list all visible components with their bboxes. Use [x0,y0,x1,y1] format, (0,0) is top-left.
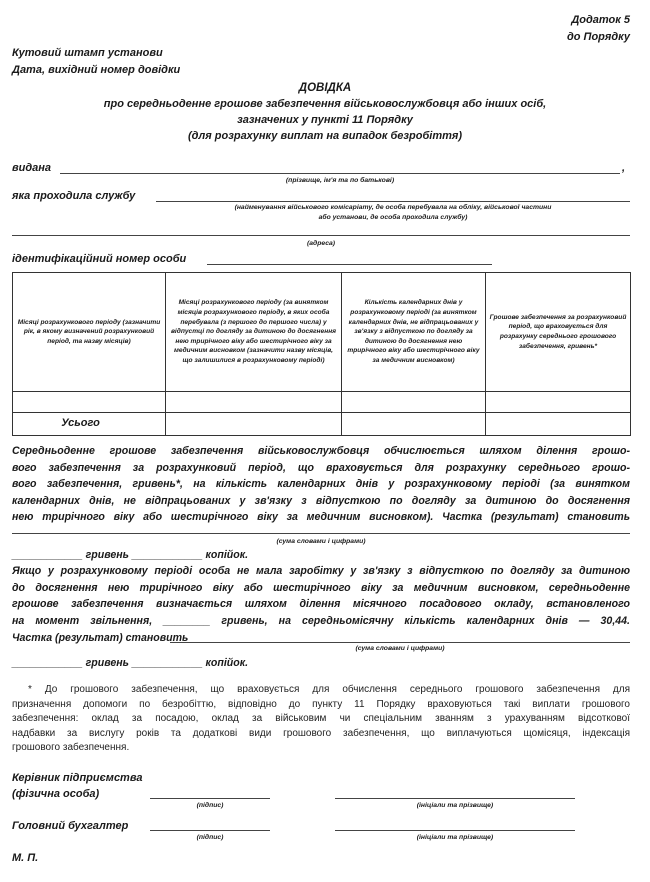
table-header-row [13,273,631,392]
annex-reference: до Порядку [566,31,630,43]
table-cell[interactable] [166,392,342,413]
accountant-signature-hint: (підпис) [196,834,224,841]
document-subtitle-1: про середньоденне грошове забезпечення військовослужбовця або інших осіб, [103,98,547,110]
footnote-line: надбавки за вислугу років та додаткові види грошового забезпечення, що виплачуються щомісяця, індексація [12,727,630,739]
paragraph-line: вого забезпечення за розрахунковий період, що враховується для розрахунку середнього грошо- [12,461,630,474]
service-place-hint-2: або установи, де особа проходила службу) [318,214,468,221]
service-place-hint-1: (найменування військового комісаріату, де особа перебувала на обліку, військової частини [234,204,552,211]
paragraph-line: Середньоденне грошове забезпечення військовослужбовця обчислюється шляхом ділення грошо- [12,445,630,457]
accountant-name-field[interactable] [335,830,575,831]
table-cell[interactable] [486,413,631,436]
header-months-excluding-leave: Місяці розрахункового періоду (за винятком місяців розрахункового періоду, в яких особа перебувала (з першого до першого числа) у відпустці по догляду за дитиною до досягнення нею трирічного віку або шестирічного віку за медичним висновком (зазначити назву місяців, що залишилися в розрахунковому періоді) [166,273,342,392]
certificate-date-number-label: Дата, вихідний номер довідки [12,64,181,76]
id-number-field[interactable] [207,264,492,265]
header-months: Місяці розрахункового періоду (зазначити рік, в якому визначений розрахунковий період, та назву місяців) [13,273,166,392]
issued-to-field[interactable] [60,173,620,174]
calculation-table [12,272,631,436]
annex-number: Додаток 5 [571,14,630,26]
amount-words-hint-1: (сума словами і цифрами) [276,538,366,545]
table-cell[interactable] [342,413,486,436]
amount-words-hint-2: (сума словами і цифрами) [355,645,445,652]
footnote [12,683,630,756]
stamp-label: Кутовий штамп установи [12,47,163,59]
paragraph-line: грошове забезпечення визначається шляхом ділення місячного посадового окладу, встановленого [12,598,630,610]
paragraph-line: до досягнення нею трирічного віку або шестирічного віку за медичним висновком, середньоденне [12,581,630,594]
document-title: ДОВІДКА [298,82,352,94]
footnote-line: * До грошового забезпечення, що враховується для обчислення середнього грошового забезпечення для [28,684,630,695]
paragraph-no-earnings [12,563,630,629]
head-name-hint: (ініціали та прізвище) [416,802,494,809]
footnote-line: грошового забезпечення. [12,742,130,753]
seal-label: М. П. [12,852,39,864]
footnote-line: призначення допомоги по безробіттю, відповідно до пункту 11 Порядку враховуються такі виплати грошового [12,698,630,710]
issued-to-label: видана [12,162,52,174]
head-signature-hint: (підпис) [196,802,224,809]
table-cell[interactable] [13,392,166,413]
header-pay-amount: Грошове забезпечення за розрахунковий період, що враховується для розрахунку середнього грошового забезпечення, гривень* [486,273,631,392]
paragraph-line: календарних днів, не відпрацьованих у зв'язку з відпусткою по догляду за дитиною до досягнення [12,494,630,507]
table-cell[interactable] [342,392,486,413]
result-label: Частка (результат) становить [12,632,189,644]
head-label-individual: (фізична особа) [12,788,100,800]
accountant-signature-field[interactable] [150,830,270,831]
paragraph-average-pay [12,443,630,526]
header-calendar-days: Кількість календарних днів у розрахунковому періоді (за винятком календарних днів, не відпрацьованих у зв'язку з відпусткою по догляду за дитиною до досягнення нею трирічного віку або шестирічного віку за медичним висновком) [342,273,486,392]
paragraph-line: вого забезпечення, гривень*, на кількість календарних днів у розрахунковому періоді (за винятком [12,478,630,490]
amount-words-field-1[interactable] [12,533,630,534]
address-hint: (адреса) [306,240,336,247]
accountant-label: Головний бухгалтер [12,820,129,832]
document-subtitle-2: зазначених у пункті 11 Порядку [237,114,413,126]
currency-line-2: ____________ гривень ____________ копійок. [12,657,249,669]
paragraph-line: на момент звільнення, ________ гривень, на середньомісячну кількість календарних днів — 30,44. [12,614,630,627]
table-cell[interactable] [166,413,342,436]
issued-to-comma: , [622,162,626,174]
paragraph-line: Якщо у розрахунковому періоді особа не мала заробітку у зв'язку з відпусткою по догляду за дитиною [12,565,630,577]
head-label: Керівник підприємства [12,772,143,784]
id-number-label: ідентифікаційний номер особи [12,253,187,265]
total-label: Усього [13,413,166,436]
result-field[interactable] [170,642,630,643]
table-cell[interactable] [486,392,631,413]
service-place-field[interactable] [156,201,630,202]
address-field[interactable] [12,235,630,236]
paragraph-line: нею трирічного віку або шестирічного віку за медичним висновком). Частка (результат) становить [12,511,630,523]
served-label: яка проходила службу [12,190,136,202]
footnote-line: забезпечення: оклад за посадою, оклад за військовим чи спеціальним званням з урахуванням відсоткової [12,713,630,724]
table-total-row [13,413,631,436]
document-subtitle-3: (для розрахунку виплат на випадок безробіття) [187,130,463,142]
head-signature-field[interactable] [150,798,270,799]
issued-to-hint: (прізвище, ім'я та по батькові) [285,177,395,184]
table-row [13,392,631,413]
currency-line-1: ____________ гривень ____________ копійок. [12,549,249,561]
accountant-name-hint: (ініціали та прізвище) [416,834,494,841]
head-name-field[interactable] [335,798,575,799]
